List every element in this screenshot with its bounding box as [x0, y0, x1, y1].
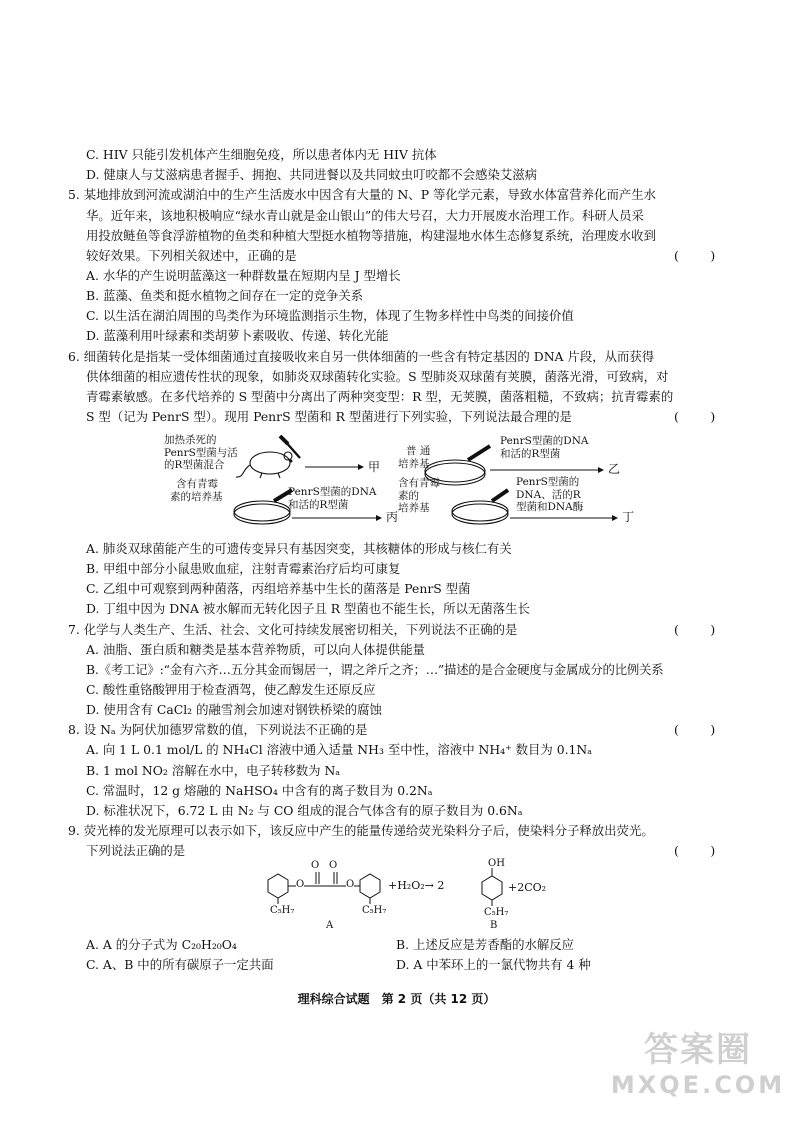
q9-answer-blank: ( )	[674, 843, 716, 858]
q5-option-d: D. 蓝藻利用叶绿素和类胡萝卜素吸收、传递、转化光能	[86, 328, 389, 343]
q8-answer-blank: ( )	[674, 722, 716, 737]
chem-substituent-product: C₅H₇	[484, 907, 509, 918]
label-plate3-medium: 含有青霉 素的培养基	[170, 478, 223, 503]
q9-reaction-scheme	[250, 858, 570, 932]
q8-option-c: C. 常温时，12 g 熔融的 NaHSO₄ 中含有的离子数目为 0.2Nₐ	[86, 783, 433, 798]
q4-option-d: D. 健康人与艾滋病患者握手、拥抱、共同进餐以及共同蚊虫叮咬都不会感染艾滋病	[86, 167, 538, 182]
q9-option-c: C. A、B 中的所有碳原子一定共面	[86, 957, 274, 972]
benzene-ring-right-icon	[360, 874, 380, 898]
q9-stem-line2: 下列说法正确的是	[86, 843, 186, 858]
q7-option-d: D. 使用含有 CaCl₂ 的融雪剂会加速对钢铁桥梁的腐蚀	[86, 702, 382, 717]
chem-label-b: B	[490, 920, 498, 931]
q7-option-b: B.《考工记》:“金有六齐…五分其金而锡居一，谓之斧斤之齐；…”描述的是合金硬度与金属成分的比例关系	[86, 662, 664, 677]
benzene-ring-left-icon	[268, 874, 288, 898]
label-plate2-added: PenrS型菌的DNA 和活的R型菌	[500, 435, 589, 460]
q5-stem-line2: 华。近年来，该地积极响应“绿水青山就是金山银山”的伟大号召，大力开展废水治理工作。科研人员采	[86, 208, 644, 223]
q6-stem-line3: 青霉素敏感。在多代培养的 S 型菌中分离出了两种突变型：R 型，无荚膜，菌落粗糙，不致病；抗青霉素的	[86, 389, 674, 404]
label-yi: 乙	[608, 462, 621, 476]
q7-answer-blank: ( )	[674, 622, 716, 637]
q6-option-a: A. 肺炎双球菌能产生的可遗传变异只有基因突变，其核糖体的形成与核仁有关	[86, 541, 512, 556]
chem-substituent-right: C₅H₇	[362, 905, 387, 916]
q6-stem-line4: S 型（记为 PenrS 型）。现用 PenrS 型菌和 R 型菌进行下列实验，下列说法最合理的是	[86, 409, 572, 424]
q7-stem: 7. 化学与人类生产、生活、社会、文化可持续发展密切相关，下列说法不正确的是	[68, 622, 518, 637]
label-plate4-medium: 含有青霉 素的 培养基	[398, 477, 440, 514]
label-plate3-added: PenrS型菌的DNA 和活的R型菌	[288, 486, 377, 511]
q6-option-b: B. 甲组中部分小鼠患败血症，注射青霉素治疗后均可康复	[86, 561, 401, 576]
pipette-4-icon	[492, 490, 508, 501]
q6-option-d: D. 丁组中因为 DNA 被水解而无转化因子且 R 型菌也不能生长，所以无菌落生长	[86, 601, 530, 616]
chem-label-a: A	[326, 920, 334, 931]
q8-option-a: A. 向 1 L 0.1 mol/L 的 NH₄Cl 溶液中通入适量 NH₃ 至中性，溶液中 NH₄⁺ 数目为 0.1Nₐ	[86, 742, 593, 757]
chem-co2: +2CO₂	[508, 881, 547, 894]
label-bing: 丙	[386, 510, 399, 524]
q5-answer-blank: ( )	[674, 248, 716, 263]
chem-o-link-1: O	[296, 879, 305, 890]
chem-o-link-2: O	[346, 879, 355, 890]
page-footer: 理科综合试题 第 2 页（共 12 页）	[297, 992, 496, 1006]
chem-oxygen-2: O	[329, 860, 338, 871]
q7-option-a: A. 油脂、蛋白质和糖类是基本营养物质，可以向人体提供能量	[86, 642, 425, 657]
chem-hydroxyl: OH	[488, 858, 505, 869]
q4-option-c: C. HIV 只能引发机体产生细胞免疫，所以患者体内无 HIV 抗体	[86, 147, 437, 162]
petri-dish-3-icon	[234, 501, 290, 524]
q9-option-d: D. A 中苯环上的一氯代物共有 4 种	[396, 957, 591, 972]
q5-option-c: C. 以生活在湖泊周围的鸟类作为环境监测指示生物，体现了生物多样性中鸟类的间接价值	[86, 308, 574, 323]
label-heat-killed-mix: 加热杀死的 PenrS型菌与活 的R型菌混合	[164, 434, 238, 471]
chem-substituent-left: C₅H₇	[270, 905, 295, 916]
q8-stem: 8. 设 Nₐ 为阿伏加德罗常数的值，下列说法不正确的是	[68, 722, 368, 737]
label-ding: 丁	[622, 510, 635, 524]
watermark-top-text: 答案圈	[644, 1030, 752, 1070]
q9-option-a: A. A 的分子式为 C₂₀H₂₀O₄	[86, 937, 237, 952]
q5-option-b: B. 蓝藻、鱼类和挺水植物之间存在一定的竞争关系	[86, 288, 364, 303]
q8-option-b: B. 1 mol NO₂ 溶解在水中，电子转移数为 Nₐ	[86, 763, 341, 778]
label-plate2-medium: 普 通 培养基	[398, 445, 431, 470]
site-watermark	[608, 1022, 788, 1120]
q7-option-c: C. 酸性重铬酸钾用于检查酒驾，使乙醇发生还原反应	[86, 682, 376, 697]
chem-oxygen-1: O	[311, 860, 320, 871]
q5-option-a: A. 水华的产生说明蓝藻这一种群数量在短期内呈 J 型增长	[86, 268, 401, 283]
pipette-2-icon	[468, 446, 490, 460]
mouse-icon	[236, 452, 292, 478]
chem-reagent: +H₂O₂→ 2	[388, 879, 445, 892]
q8-option-d: D. 标准状况下，6.72 L 由 N₂ 与 CO 组成的混合气体含有的原子数目为 0.6Nₐ	[86, 803, 523, 818]
q6-option-c: C. 乙组中可观察到两种菌落，丙组培养基中生长的菌落是 PenrS 型菌	[86, 581, 471, 596]
q6-stem-line2: 供体细菌的相应遗传性状的现象，如肺炎双球菌转化实验。S 型肺炎双球菌有荚膜，菌落光滑，可致病，对	[86, 369, 669, 384]
watermark-bottom-text: MXQE.COM	[610, 1071, 786, 1099]
benzene-ring-product-icon	[482, 876, 502, 900]
q5-stem-line1: 5. 某地排放到河流或湖泊中的生产生活废水中因含有大量的 N、P 等化学元素，导致水体富营养化而产生水	[68, 187, 657, 202]
q5-stem-line3: 用投放鲢鱼等食浮游植物的鱼类和种植大型挺水植物等措施，构建湿地水体生态修复系统，治理废水收到	[86, 228, 656, 243]
label-plate4-added: PenrS型菌的 DNA、活的R 型菌和DNA酶	[516, 476, 584, 513]
q6-experiment-diagram	[150, 430, 650, 535]
q9-stem-line1: 9. 荧光棒的发光原理可以表示如下，该反应中产生的能量传递给荧光染料分子后，使染料分子释放出荧光。	[68, 823, 654, 838]
q9-option-b: B. 上述反应是芳香酯的水解反应	[396, 937, 575, 952]
label-jia: 甲	[368, 460, 381, 474]
petri-dish-4-icon	[452, 501, 508, 524]
q6-stem-line1: 6. 细菌转化是指某一受体细菌通过直接吸收来自另一供体细菌的一些含有特定基因的 DNA 片段，从而获得	[68, 349, 655, 364]
q6-answer-blank: ( )	[674, 409, 716, 424]
reaction-drawing	[250, 858, 570, 932]
q5-stem-line4: 较好效果。下列相关叙述中，正确的是	[86, 248, 297, 263]
